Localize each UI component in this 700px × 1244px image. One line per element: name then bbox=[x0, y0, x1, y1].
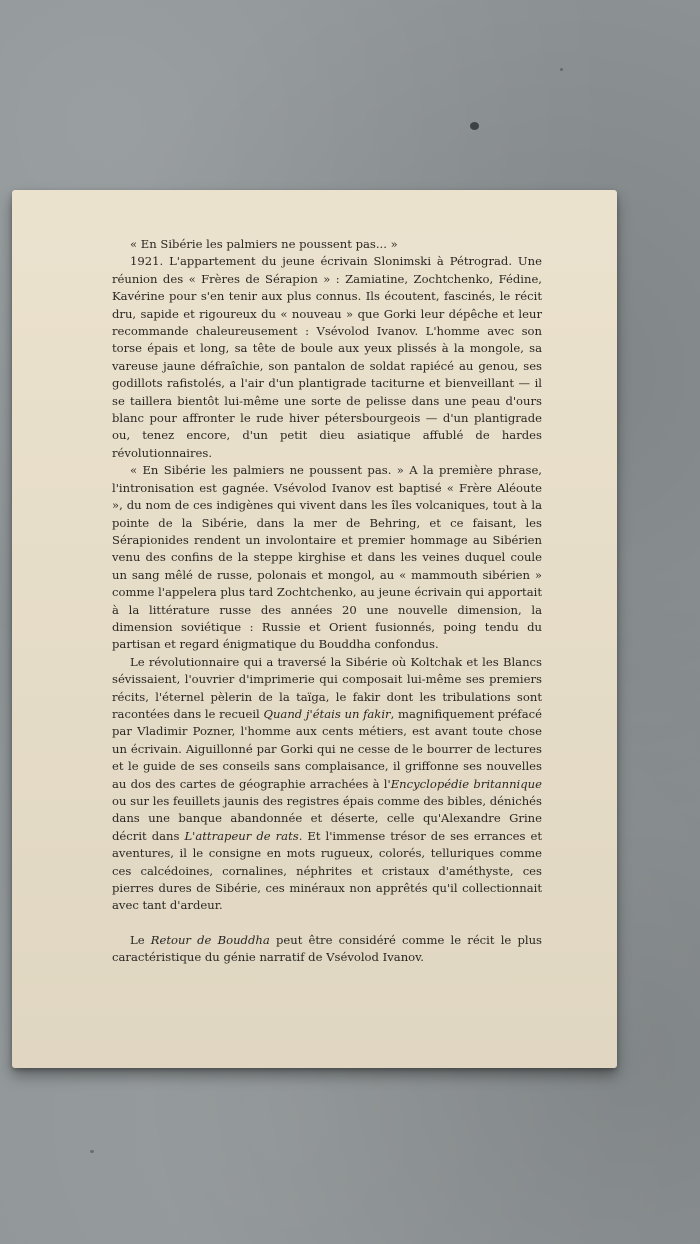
surface-speck bbox=[90, 1150, 94, 1153]
book-title-fakir: Quand j'étais un fakir bbox=[263, 706, 391, 721]
paragraph-1: 1921. L'appartement du jeune écrivain Slonimski à Pétrograd. Une réunion des « Frères de Sérapion » : Zamiatine, Zochtchenko, Fédine, Kavérine pour s'en tenir aux plus connus. Ils écoutent, fascinés, le récit dru, sapide et rigoureux du « nouveau » que Gorki leur dépêche et leur recommande chaleureusement : Vsévolod Ivanov. L'homme avec son torse épais et long, sa tête de boule aux yeux plissés à la mongole, sa vareuse jaune défraîchie, son pantalon de soldat rapiécé au genou, ses godillots rafistolés, a l'air d'un plantigrade taciturne et bienveillant — il se taillera bientôt lui-même une sorte de pelisse dans une peau d'ours blanc pour affronter le rude hiver pétersbourgeois — d'un plantigrade ou, tenez encore, d'un petit dieu asiatique affublé de hardes révolutionnaires. bbox=[112, 254, 542, 460]
closing-part-a: Le bbox=[130, 932, 151, 947]
paragraph-3-part-c: ou sur les feuillets jaunis des registres épais comme des bibles, dénichés dans une banque abandonnée et déserte, celle qu'Alexandre Grine décrit dans bbox=[112, 794, 542, 843]
epigraph: « En Sibérie les palmiers ne poussent pas... » bbox=[130, 237, 398, 251]
book-title-attrapeur: L'attrapeur de rats bbox=[184, 828, 299, 843]
paragraph-3 bbox=[112, 654, 542, 915]
paragraph-2: « En Sibérie les palmiers ne poussent pas. » A la première phrase, l'intronisation est gagnée. Vsévolod Ivanov est baptisé « Frère Aléoute », du nom de ces indigènes qui vivent dans les îles volcaniques, tout à la pointe de la Sibérie, dans la mer de Behring, et ce faisant, les Sérapionides rendent un involontaire et premier hommage au Sibérien venu des confins de la steppe kirghise et dans les veines duquel coule un sang mêlé de russe, polonais et mongol, au « mammouth sibérien » comme l'appelera plus tard Zochtchenko, au jeune écrivain qui apportait à la littérature russe des années 20 une nouvelle dimension, la dimension soviétique : Russie et Orient fusionnés, poing tendu du partisan et regard énigmatique du Bouddha confondus. bbox=[112, 463, 542, 652]
paragraph-3-part-a: Le révolutionnaire qui a traversé la Sibérie où Koltchak et les Blancs sévissaient, l'ouvrier d'imprimerie qui composait lui-même ses premiers récits, l'éternel pèlerin de la taïga, le fakir dont les tribulations sont racontées dans le recueil bbox=[112, 654, 542, 721]
closing-part-b: peut être considéré comme le récit le plus caractéristique du génie narratif de Vsévolod Ivanov. bbox=[112, 932, 542, 965]
closing-paragraph bbox=[112, 932, 542, 967]
surface-speck bbox=[470, 122, 479, 130]
book-title-retour: Retour de Bouddha bbox=[150, 932, 270, 947]
surface-speck bbox=[560, 68, 563, 71]
paragraph-3-part-d: . Et l'immense trésor de ses errances et aventures, il le consigne en mots rugueux, colorés, telluriques comme ces calcédoines, cornalines, néphrites et cristaux d'améthyste, ces pierres dures de Sibérie, ces minéraux non apprêtés qu'il collectionnait avec tant d'ardeur. bbox=[112, 828, 542, 913]
paragraph-3-part-b: , magnifiquement préfacé par Vladimir Pozner, l'homme aux cents métiers, est avant toute chose un écrivain. Aiguillonné par Gorki qui ne cesse de le bourrer de lectures et le guide de ses conseils sans complaisance, il griffonne ses nouvelles au dos des cartes de géographie arrachées à l' bbox=[112, 706, 542, 791]
book-title-encyclopedie: Encyclopédie britannique bbox=[390, 776, 543, 791]
back-cover-text bbox=[112, 236, 542, 967]
